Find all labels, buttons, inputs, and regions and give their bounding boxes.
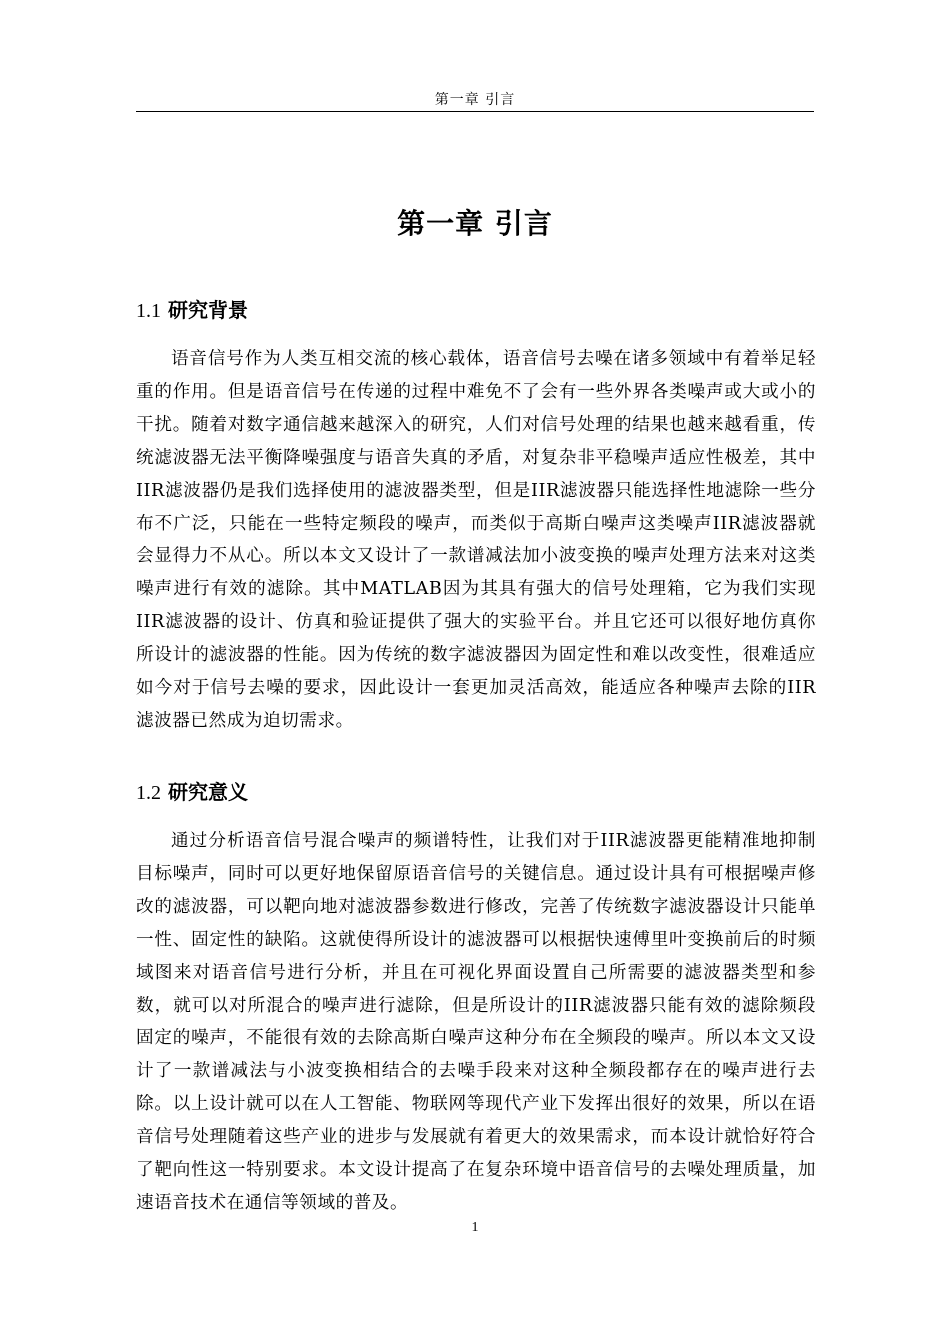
- section-heading-1-2: [136, 778, 248, 807]
- section-heading-1-1: [136, 296, 248, 325]
- section-number: 1.2: [136, 782, 161, 804]
- header-rule: [136, 111, 814, 112]
- section-title: 研究背景: [167, 298, 248, 322]
- running-header: 第一章 引言: [434, 92, 516, 108]
- page-number: 1: [471, 1220, 479, 1235]
- paragraph-research-background: 语音信号作为人类互相交流的核心载体，语音信号去噪在诸多领域中有着举足轻重的作用。但是语音信号在传递的过程中难免不了会有一些外界各类噪声或大或小的干扰。随着对数字通信越来越深入的研究，人们对信号处理的结果也越来越看重，传统滤波器无法平衡降噪强度与语音失真的矛盾，对复杂非平稳噪声适应性极差，其中IIR滤波器仍是我们选择使用的滤波器类型，但是IIR滤波器只能选择性地滤除一些分布不广泛，只能在一些特定频段的噪声，而类似于高斯白噪声这类噪声IIR滤波器就会显得力不从心。所以本文又设计了一款谱减法加小波变换的噪声处理方法来对这类噪声进行有效的滤除。其中MATLAB因为其具有强大的信号处理箱，它为我们实现IIR滤波器的设计、仿真和验证提供了强大的实验平台。并且它还可以很好地仿真你所设计的滤波器的性能。因为传统的数字滤波器因为固定性和难以改变性，很难适应如今对于信号去噪的要求，因此设计一套更加灵活高效，能适应各种噪声去除的IIR滤波器已然成为迫切需求。: [136, 349, 816, 731]
- chapter-title: 第一章 引言: [397, 207, 553, 240]
- paragraph-research-significance: 通过分析语音信号混合噪声的频谱特性，让我们对于IIR滤波器更能精准地抑制目标噪声，同时可以更好地保留原语音信号的关键信息。通过设计具有可根据噪声修改的滤波器，可以靶向地对滤波器参数进行修改，完善了传统数字滤波器设计只能单一性、固定性的缺陷。这就使得所设计的滤波器可以根据快速傅里叶变换前后的时频域图来对语音信号进行分析，并且在可视化界面设置自己所需要的滤波器类型和参数，就可以对所混合的噪声进行滤除，但是所设计的IIR滤波器只能有效的滤除频段固定的噪声，不能很有效的去除高斯白噪声这种分布在全频段的噪声。所以本文又设计了一款谱减法与小波变换相结合的去噪手段来对这种全频段都存在的噪声进行去除。以上设计就可以在人工智能、物联网等现代产业下发挥出很好的效果，所以在语音信号处理随着这些产业的进步与发展就有着更大的效果需求，而本设计就恰好符合了靶向性这一特别要求。本文设计提高了在复杂环境中语音信号的去噪处理质量，加速语音技术在通信等领域的普及。: [136, 831, 816, 1213]
- section-title: 研究意义: [167, 780, 248, 804]
- section-number: 1.1: [136, 300, 161, 322]
